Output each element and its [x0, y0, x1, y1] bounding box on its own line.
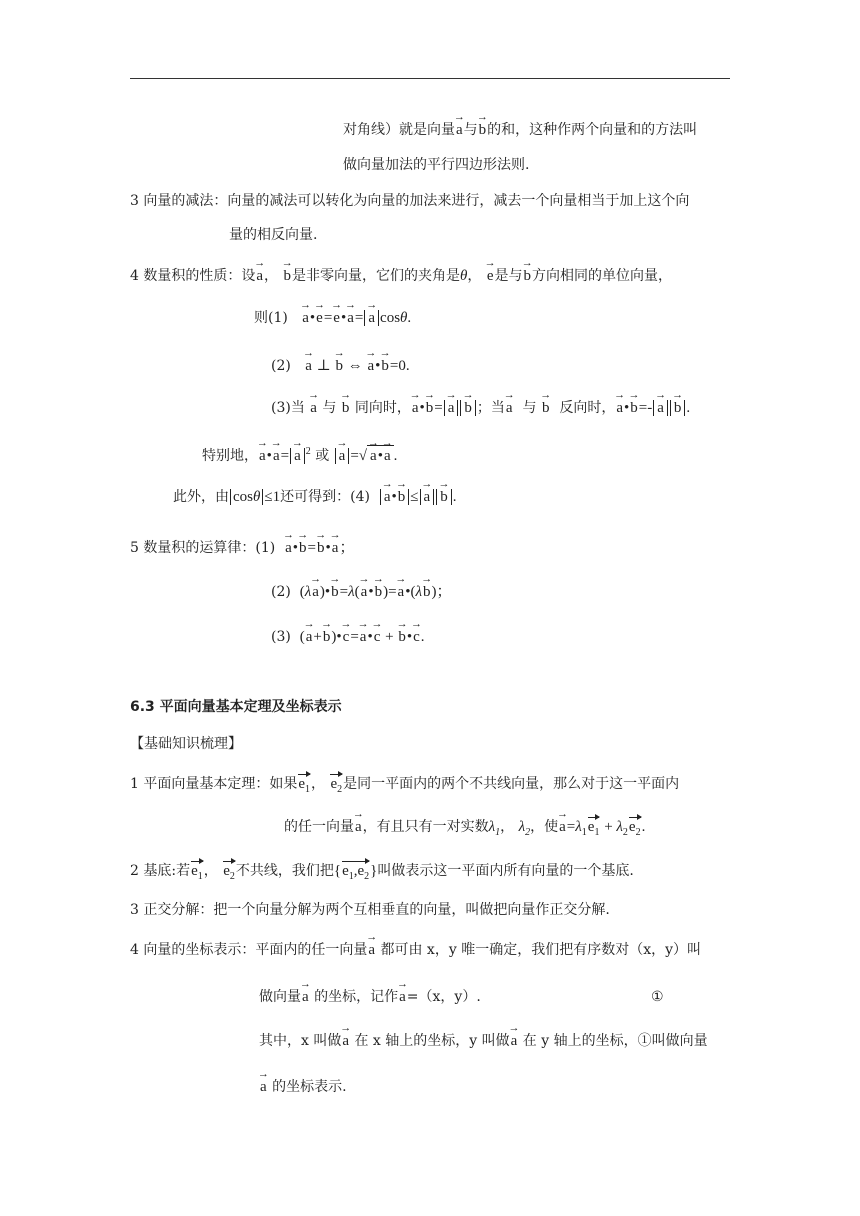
vector-e: e → — [486, 269, 495, 284]
text: 2 基底:若 — [130, 863, 191, 879]
text: 对角线）就是向量 — [343, 122, 455, 138]
text: ， — [311, 776, 326, 792]
text: 在 y 轴上的坐标，①叫做向量 — [522, 1033, 708, 1049]
vector-b: b → — [478, 123, 488, 138]
header-rule — [130, 78, 730, 79]
paragraph-parallelogram-line2: 做向量加法的平行四边形法则. — [343, 157, 530, 173]
text: 与 — [522, 400, 537, 416]
text: (2) — [271, 584, 291, 600]
vector-a: a → — [367, 943, 376, 958]
vector-a: a → — [354, 820, 363, 835]
vector-e1: $e_1$ — [298, 776, 311, 795]
text: 的坐标表示. — [272, 1079, 347, 1095]
text: 特别地， — [202, 448, 258, 464]
theorem-line1 — [130, 774, 679, 797]
text: 是同一平面内的两个不共线向量，那么对于这一平面内 — [343, 776, 680, 792]
equation-mark: ① — [651, 989, 664, 1005]
text: 此外，由 — [173, 489, 229, 505]
text: 还可得到：(4) — [280, 489, 370, 505]
basis-line — [130, 861, 634, 884]
text: 与 — [463, 122, 478, 138]
formula-1: a →•e →=e →•a →= a → cosθ. — [301, 310, 411, 326]
orthogonal-line: 3 正交分解：把一个向量分解为两个互相垂直的向量，叫做把向量作正交分解. — [130, 902, 610, 918]
formula-law-1: a →•b →=b →•a →； — [284, 540, 354, 556]
text: (2) — [271, 358, 291, 374]
formula-law-3: (a →+b →)•c →=a →•c → + b →•c →. — [300, 629, 425, 645]
text: =（x，y）. — [406, 989, 481, 1005]
coordinate-line2 — [259, 987, 481, 1007]
text: 不共线，我们把 — [235, 863, 334, 879]
property-4 — [173, 487, 456, 507]
property-1 — [254, 308, 411, 328]
text: 的坐标，记作 — [314, 989, 399, 1005]
text: 做向量 — [259, 989, 301, 1005]
text: 则(1) — [254, 310, 288, 326]
coordinate-line3 — [259, 1031, 708, 1051]
lambda2: $\lambda_2$ — [518, 819, 531, 838]
section5-law-3 — [271, 627, 425, 647]
vector-e2: $e_2$ — [330, 776, 343, 795]
text: 4 向量的坐标表示：平面内的任一向量 — [130, 942, 368, 958]
vector-a: a → — [259, 1080, 268, 1095]
vector-a: a → — [398, 990, 407, 1005]
vector-a: a → — [341, 1034, 350, 1049]
text: ；当 — [476, 400, 505, 416]
text: 叫做表示这一平面内所有向量的一个基底. — [377, 863, 634, 879]
special-case — [202, 442, 397, 466]
section4-line1 — [130, 266, 672, 286]
formula-decomposition: $a \to=\lambda_1e_1 + \lambda_2e_2$. — [558, 819, 645, 835]
text: 都可由 x，y 唯一确定，我们把有序数对（x，y）叫 — [380, 942, 701, 958]
coordinate-line4 — [259, 1077, 347, 1097]
vector-a: a → — [455, 123, 464, 138]
section5-law-1 — [130, 538, 354, 558]
vector-a: a → — [510, 1034, 519, 1049]
vector-a: a → — [301, 990, 310, 1005]
text: 的和，这种作两个向量和的方法叫 — [487, 122, 698, 138]
theta: θ — [459, 268, 468, 284]
text: ， — [500, 819, 515, 835]
text: 方向相同的单位向量， — [531, 268, 672, 284]
vector-b: b → — [282, 269, 292, 284]
text: 是与 — [494, 268, 523, 284]
formula-3a: a →•b →= a → b → — [411, 400, 477, 416]
text: 5 数量积的运算律：(1) — [130, 540, 276, 556]
paragraph-parallelogram-line1 — [343, 120, 697, 140]
text: ， — [264, 268, 279, 284]
vector-e2: $e_2$ — [223, 863, 235, 882]
text: (3)当 — [271, 400, 305, 416]
text: (3) — [271, 629, 291, 645]
theorem-line2 — [284, 817, 645, 843]
basic-knowledge-title: 【基础知识梳理】 — [130, 736, 242, 752]
text: ，有且只有一对实数 — [362, 819, 489, 835]
text: 或 — [315, 448, 330, 464]
text: 反向时， — [559, 400, 616, 416]
coordinate-line1 — [130, 940, 701, 960]
section5-law-2 — [271, 582, 451, 602]
formula-special-1: a →•a →= a → $^2$ — [258, 448, 311, 464]
vector-e1: $e_1$ — [191, 863, 203, 882]
formula-law-2: (λa →)•b →=λ(a →•b →)=a →•(λb →)； — [300, 584, 452, 600]
property-3: (3)当 a → 与 b → 同向时，a →•b →= a → b → ；当a → 与 b → 反向时，a →•b →=- a → b → . — [271, 398, 690, 418]
text: 与 — [322, 400, 337, 416]
text: 的任一向量 — [284, 819, 354, 835]
vector-a: a → — [255, 269, 264, 284]
text: ， — [203, 863, 218, 879]
lambda1: $\lambda_1$ — [488, 819, 501, 838]
section3-line1: 3 向量的减法：向量的减法可以转化为向量的加法来进行，减去一个向量相当于加上这个向 — [130, 193, 690, 209]
section-title: 6.3 平面向量基本定理及坐标表示 — [130, 699, 342, 715]
formula-3b: a →•b →=- a → b → . — [615, 400, 690, 416]
text: 是非零向量，它们的夹角是 — [291, 268, 460, 284]
formula-4: a →•b → ≤ a → b → . — [379, 489, 457, 505]
text: 同向时， — [354, 400, 411, 416]
text: ，使 — [530, 819, 559, 835]
text: ， — [467, 268, 482, 284]
text: 1 平面向量基本定理：如果 — [130, 776, 298, 792]
text: 4 数量积的性质：设 — [130, 268, 256, 284]
property-2 — [271, 356, 410, 376]
text: 其中，x 叫做 — [259, 1033, 342, 1049]
section3-line2: 量的相反向量. — [229, 227, 318, 243]
formula-cos-bound: cosθ ≤1 — [229, 489, 280, 505]
text: 在 x 轴上的坐标，y 叫做 — [354, 1033, 510, 1049]
formula-special-2: a → =√ a →•a → . — [334, 448, 398, 464]
basis-set: $\{e_1,e_2\}$ — [333, 863, 378, 882]
formula-2: a → ⊥ b → ⇔ a →•b →=0. — [304, 358, 409, 374]
vector-b: b → — [522, 269, 532, 284]
